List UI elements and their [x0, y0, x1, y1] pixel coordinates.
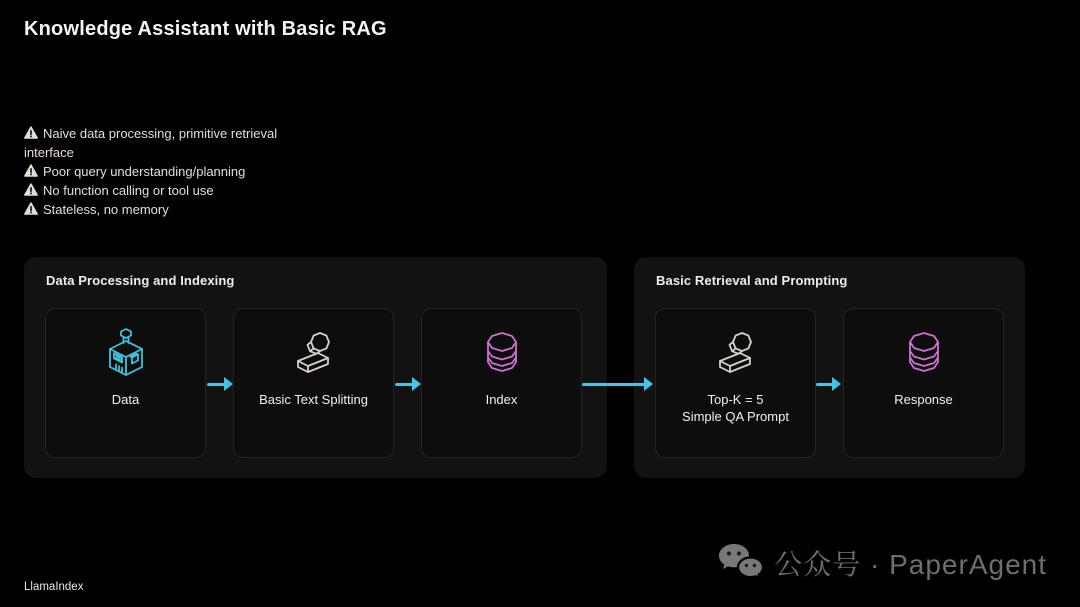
panel-basic-retrieval — [634, 257, 1025, 478]
panel-title: Data Processing and Indexing — [46, 273, 235, 288]
nut-block-icon — [290, 325, 338, 383]
limitations-list — [24, 124, 324, 219]
flow-arrow-icon — [582, 377, 653, 391]
warning-icon — [24, 126, 38, 139]
panel-title: Basic Retrieval and Prompting — [656, 273, 848, 288]
warning-icon — [24, 183, 38, 196]
card-index — [421, 308, 582, 458]
flow-arrow-icon — [207, 377, 233, 391]
card-label — [682, 391, 789, 425]
card-response — [843, 308, 1004, 458]
warning-text: Stateless, no memory — [43, 202, 169, 217]
card-label: Data — [111, 392, 140, 407]
warning-text: Naive data processing, primitive retrieval interface — [24, 126, 278, 160]
card-data — [45, 308, 206, 458]
wechat-icon — [717, 542, 765, 584]
list-item — [24, 200, 324, 219]
database-icon — [902, 325, 946, 383]
list-item — [24, 181, 324, 200]
watermark-text: 公众号 · PaperAgent — [774, 549, 1047, 580]
list-item — [24, 124, 324, 162]
card-label: Basic Text Splitting — [259, 392, 368, 407]
card-label: Response — [894, 392, 953, 407]
card-label-line: Top-K = 5 — [707, 392, 764, 407]
warning-icon — [24, 202, 38, 215]
warning-text: Poor query understanding/planning — [43, 164, 246, 179]
card-basic-text-splitting — [233, 308, 394, 458]
card-label: Index — [485, 392, 518, 407]
list-item — [24, 162, 324, 181]
panel-data-processing — [24, 257, 607, 478]
page-title: Knowledge Assistant with Basic RAG — [24, 18, 387, 40]
card-label-line: Simple QA Prompt — [682, 409, 789, 424]
nut-block-icon — [712, 325, 760, 383]
card-topk-prompt — [655, 308, 816, 458]
warning-icon — [24, 164, 38, 177]
data-cube-icon — [102, 325, 150, 383]
watermark — [717, 542, 1047, 584]
warning-text: No function calling or tool use — [43, 183, 214, 198]
database-icon — [480, 325, 524, 383]
flow-arrow-icon — [816, 377, 841, 391]
llamaindex-logo-text: LlamaIndex — [24, 581, 84, 593]
flow-arrow-icon — [395, 377, 421, 391]
